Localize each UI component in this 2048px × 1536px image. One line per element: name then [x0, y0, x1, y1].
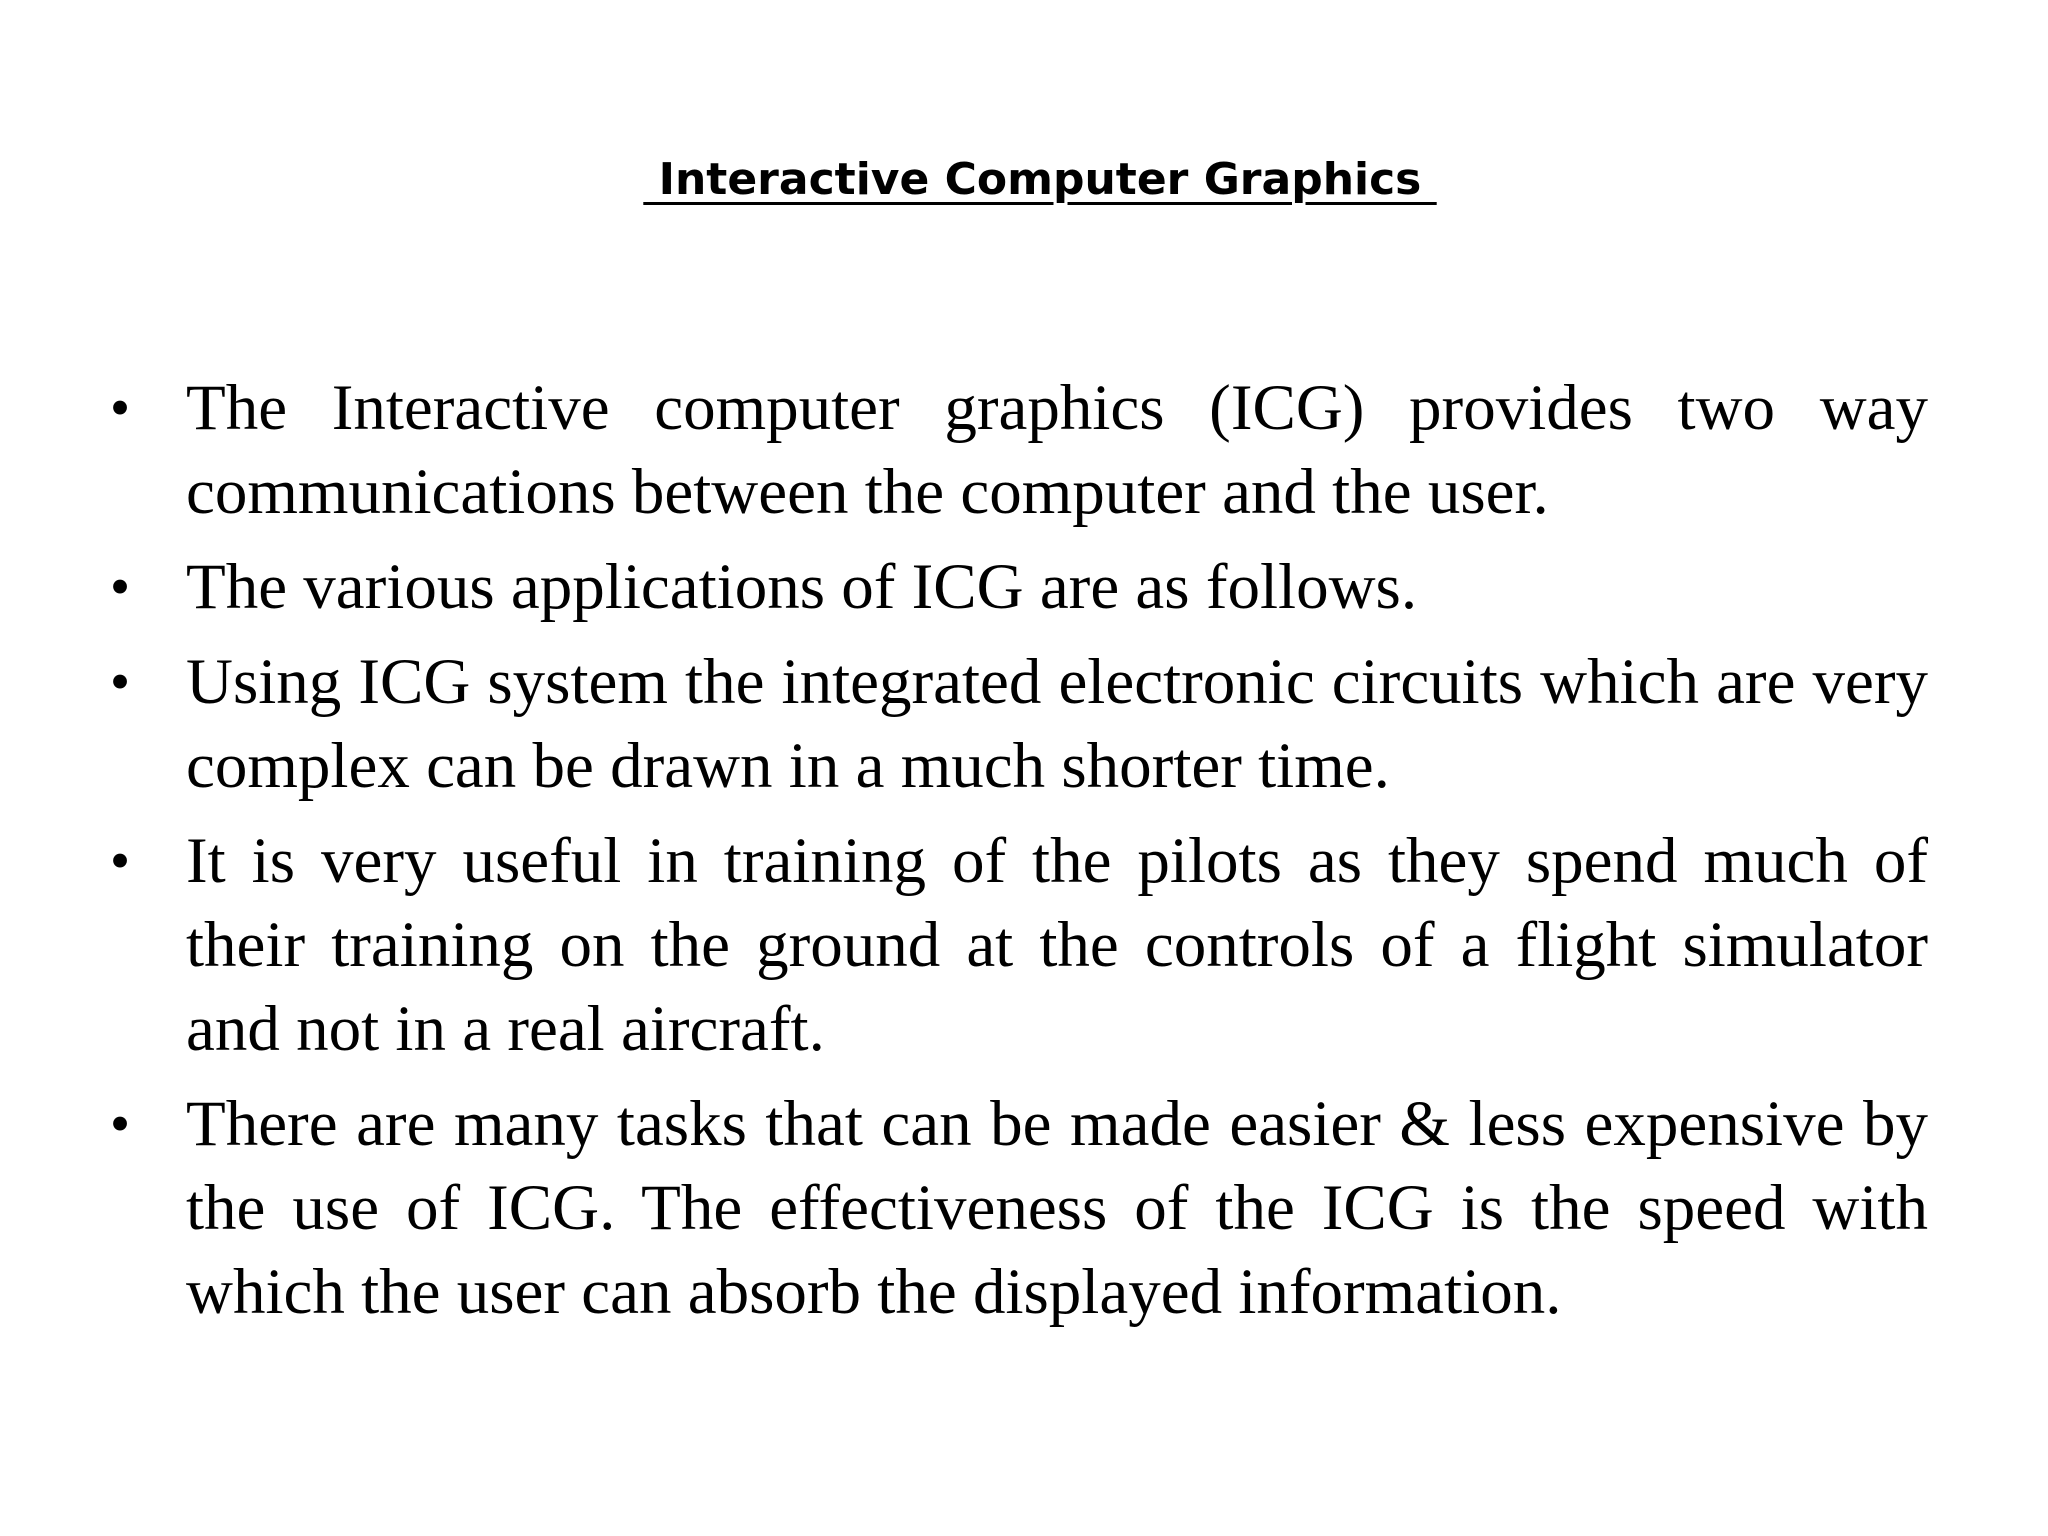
bullet-text: There are many tasks that can be made easier & less expensive by the use of ICG. The effectiveness of the ICG is the speed with which the user can absorb the displayed information.	[186, 1088, 1928, 1328]
bullet-dot-icon: •	[109, 828, 131, 893]
bullet-list	[100, 366, 1928, 1345]
bullet-text: The Interactive computer graphics (ICG) provides two way communications between the computer and the user.	[186, 372, 1928, 528]
slide-title: Interactive Computer Graphics	[643, 154, 1437, 205]
bullet-item	[100, 819, 1928, 1071]
bullet-dot-icon: •	[109, 375, 131, 440]
bullet-text: It is very useful in training of the pilots as they spend much of their training on the ground at the controls of a flight simulator and not in a real aircraft.	[186, 825, 1928, 1065]
bullet-item	[100, 1082, 1928, 1334]
bullet-text: The various applications of ICG are as follows.	[186, 551, 1418, 623]
bullet-item	[100, 640, 1928, 808]
bullet-dot-icon: •	[109, 649, 131, 714]
bullet-dot-icon: •	[109, 1091, 131, 1156]
bullet-item	[100, 545, 1928, 629]
bullet-dot-icon: •	[109, 554, 131, 619]
bullet-text: Using ICG system the integrated electronic circuits which are very complex can be drawn in a much shorter time.	[186, 646, 1928, 802]
bullet-item	[100, 366, 1928, 534]
